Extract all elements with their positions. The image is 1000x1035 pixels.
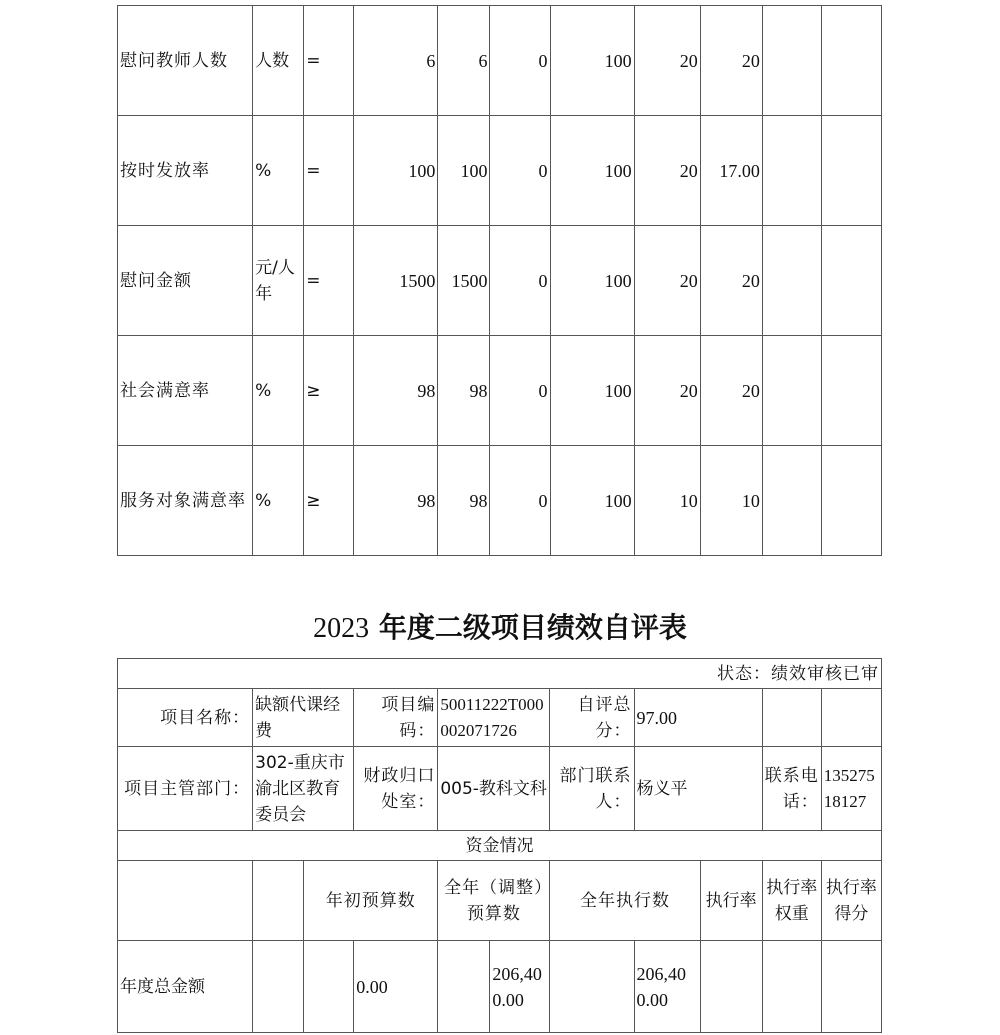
indicator-deviation: 0 <box>490 336 550 446</box>
indicator-weight: 20 <box>634 116 700 226</box>
dept-label: 项目主管部门： <box>118 747 253 831</box>
indicator-rate: 100 <box>550 116 634 226</box>
indicator-deviation: 0 <box>490 116 550 226</box>
empty-cell <box>821 941 881 1033</box>
phone-value: 13527518127 <box>821 747 881 831</box>
indicator-target: 6 <box>354 6 438 116</box>
table-row <box>118 336 882 446</box>
table-row <box>118 6 882 116</box>
header-exec-rate: 执行率 <box>700 861 762 941</box>
indicator-actual: 1500 <box>438 226 490 336</box>
header-initial-budget: 年初预算数 <box>304 861 438 941</box>
indicator-score: 20 <box>700 226 762 336</box>
project-code-label: 项目编码： <box>354 689 438 747</box>
dept-value: 302-重庆市渝北区教育委员会 <box>253 747 354 831</box>
empty-cell <box>253 861 304 941</box>
indicator-actual: 98 <box>438 446 490 556</box>
indicator-unit: % <box>253 446 304 556</box>
office-value: 005-教科文科 <box>438 747 550 831</box>
indicator-operator: = <box>304 6 354 116</box>
empty-cell <box>304 941 354 1033</box>
indicator-name: 社会满意率 <box>118 336 253 446</box>
indicator-actual: 100 <box>438 116 490 226</box>
indicator-rate: 100 <box>550 226 634 336</box>
indicator-unit: 元/人年 <box>253 226 304 336</box>
table-row <box>118 226 882 336</box>
indicator-operator: ≥ <box>304 446 354 556</box>
empty-cell <box>762 446 821 556</box>
indicator-name: 按时发放率 <box>118 116 253 226</box>
empty-cell <box>700 941 762 1033</box>
indicator-score: 20 <box>700 6 762 116</box>
indicator-deviation: 0 <box>490 226 550 336</box>
title-year: 2023 <box>313 613 370 644</box>
contact-value: 杨义平 <box>634 747 762 831</box>
empty-cell <box>762 116 821 226</box>
indicator-name: 服务对象满意率 <box>118 446 253 556</box>
office-label: 财政归口处室： <box>354 747 438 831</box>
total-adjusted-budget: 206,400.00 <box>490 941 550 1033</box>
indicator-deviation: 0 <box>490 446 550 556</box>
indicator-target: 98 <box>354 336 438 446</box>
status-text: 状态：绩效审核已审 <box>118 659 882 689</box>
indicator-target: 100 <box>354 116 438 226</box>
empty-cell <box>438 941 490 1033</box>
indicator-weight: 20 <box>634 226 700 336</box>
total-executed: 206,400.00 <box>634 941 700 1033</box>
empty-cell <box>821 6 881 116</box>
header-exec-weight: 执行率权重 <box>762 861 821 941</box>
empty-cell <box>550 941 634 1033</box>
empty-cell <box>762 6 821 116</box>
self-score-value: 97.00 <box>634 689 762 747</box>
funds-section-label: 资金情况 <box>118 831 882 861</box>
empty-cell <box>118 861 253 941</box>
indicator-rate: 100 <box>550 446 634 556</box>
table-row <box>118 116 882 226</box>
indicator-target: 1500 <box>354 226 438 336</box>
page-title <box>0 608 1000 649</box>
empty-cell <box>762 226 821 336</box>
indicator-name: 慰问金额 <box>118 226 253 336</box>
empty-cell <box>762 336 821 446</box>
indicator-rate: 100 <box>550 6 634 116</box>
indicator-name: 慰问教师人数 <box>118 6 253 116</box>
indicator-weight: 20 <box>634 336 700 446</box>
indicator-actual: 98 <box>438 336 490 446</box>
indicator-rate: 100 <box>550 336 634 446</box>
empty-cell <box>253 941 304 1033</box>
indicator-table <box>117 5 882 556</box>
indicator-score: 17.00 <box>700 116 762 226</box>
contact-label: 部门联系人： <box>550 747 634 831</box>
empty-cell <box>762 689 821 747</box>
empty-cell <box>821 336 881 446</box>
total-row-label: 年度总金额 <box>118 941 253 1033</box>
phone-label: 联系电话： <box>762 747 821 831</box>
indicator-operator: = <box>304 116 354 226</box>
header-executed: 全年执行数 <box>550 861 700 941</box>
indicator-unit: % <box>253 336 304 446</box>
title-text: 年度二级项目绩效自评表 <box>378 611 687 644</box>
empty-cell <box>821 446 881 556</box>
indicator-actual: 6 <box>438 6 490 116</box>
indicator-deviation: 0 <box>490 6 550 116</box>
indicator-weight: 10 <box>634 446 700 556</box>
header-adjusted-budget: 全年（调整）预算数 <box>438 861 550 941</box>
header-exec-score: 执行率得分 <box>821 861 881 941</box>
indicator-unit: % <box>253 116 304 226</box>
indicator-target: 98 <box>354 446 438 556</box>
indicator-operator: = <box>304 226 354 336</box>
project-name-label: 项目名称： <box>118 689 253 747</box>
self-score-label: 自评总分： <box>550 689 634 747</box>
empty-cell <box>762 941 821 1033</box>
empty-cell <box>821 226 881 336</box>
total-initial-budget: 0.00 <box>354 941 438 1033</box>
empty-cell <box>821 116 881 226</box>
indicator-score: 10 <box>700 446 762 556</box>
indicator-operator: ≥ <box>304 336 354 446</box>
indicator-unit: 人数 <box>253 6 304 116</box>
project-name-value: 缺额代课经费 <box>253 689 354 747</box>
empty-cell <box>821 689 881 747</box>
table-row <box>118 446 882 556</box>
project-code-value: 50011222T000002071726 <box>438 689 550 747</box>
project-form-table <box>117 658 882 1033</box>
indicator-weight: 20 <box>634 6 700 116</box>
indicator-score: 20 <box>700 336 762 446</box>
